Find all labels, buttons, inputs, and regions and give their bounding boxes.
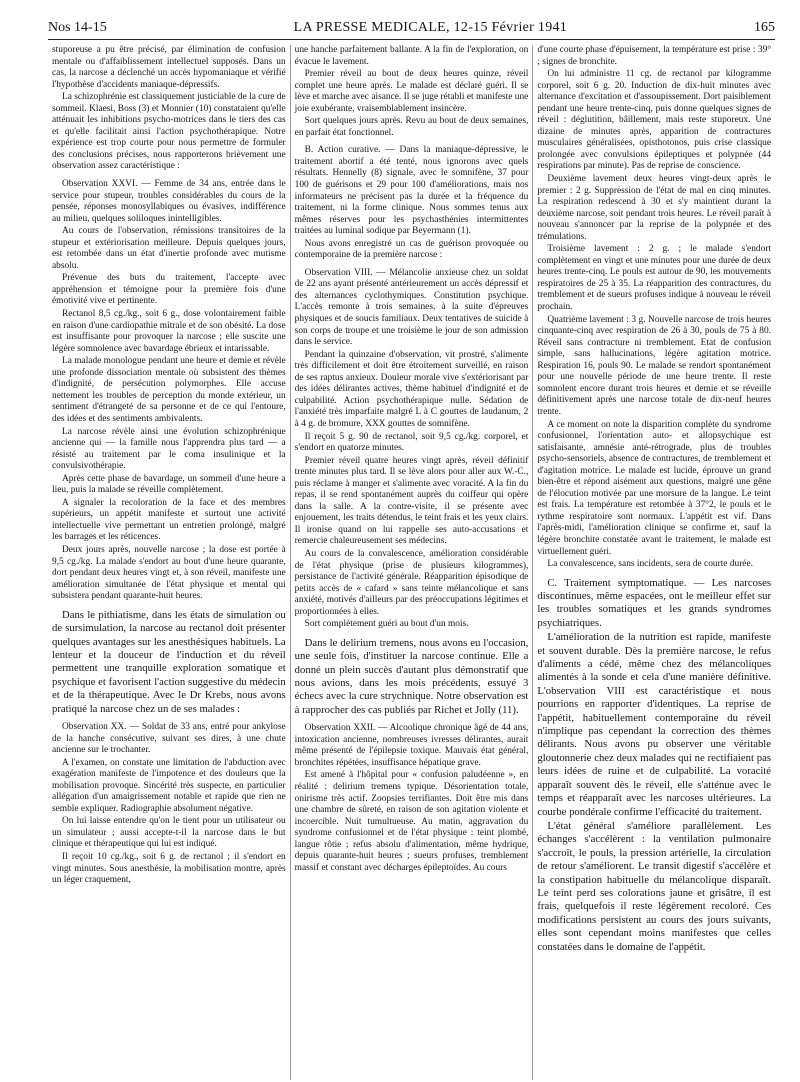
paragraph: Au cours de l'observation, rémissions transitoires de la stupeur et extériorisation meilleure. Depuis quelques jours, est retombée dans un état d'inertie profonde avec mutisme absolu. [52, 226, 286, 271]
paragraph: Est amené à l'hôpital pour « confusion paludéenne », en réalité : delirium tremens typique. Désorientation totale, onirisme très actif. Zoopsies terrifiantes. Doit être mis dans une chambre de sûreté, en raison de son agitation violente et incoercible. Nuit tumultueuse. Au matin, aggravation du syndrome confusionnel et de l'état physique : teint plombé, langue rôtie ; refus absolu d'alimentation, même hydrique, depuis quarante-huit heures ; sueurs profuses, tremblement massif et constant avec décharges épileptoïdes. Au cours [294, 770, 529, 873]
paragraph: Il reçoit 5 g. 90 de rectanol, soit 9,5 cg./kg. corporel, et s'endort en quatorze minutes. [294, 431, 529, 454]
paragraph: Deuxième lavement deux heures vingt-deux après le premier : 2 g. Suppression de l'état de mal en cinq minutes. La respiration redescend à 30 et s'y maintient durant la deuxième narcose, soit pendant trois heures. Le réveil paraît à nouveau s'annoncer par la reprise de la polypnée et des trémulations. [537, 174, 772, 242]
paragraph: Troisième lavement : 2 g. ; le malade s'endort complètement en vingt et une minutes pour une durée de deux heures trente-cinq. Le pouls est autour de 90, les mouvements respiratoires de 25 à 35. La réapparition des contractures, du tremblement et de sueurs profuses indique à nouveau le réveil prochain. [537, 244, 772, 313]
column-3 [532, 45, 775, 1080]
paragraph: La schizophrénie est classiquement justiciable de la cure de sommeil. Klaesi, Boss (3) et Monnier (10) constataient qu'elle atténuait les inhibitions psycho-motrices dans le tiers des cas et qu'elle facilitait ainsi l'action psychothérapique. Notre expérience est trop courte pour nous permettre de formuler des conclusions précises, nous rapporterons brièvement une observation assez caractéristique : [52, 92, 286, 172]
page-number: 165 [754, 20, 775, 35]
paragraph: Observation XX. — Soldat de 33 ans, entré pour ankylose de la hanche consécutive, suivant ses dires, à une chute ancienne sur le trochanter. [52, 721, 286, 756]
paragraph: On lui administre 11 cg. de rectanol par kilogramme corporel, soit 6 g. 20. Induction de dix-huit minutes avec alternance d'excitation et d'assoupissement. Dort paisiblement pendant une heure trente-cinq, puis donne quelques signes de réveil : déglutition, bâillement, mais reste stuporeux. Une dizaine de minutes après, apparition de contractures musculaires généralisées, opisthotonos, puis crise classique prolongée avec convulsions épileptiques et polypnée (44 respirations par minute). Pas de reprise de conscience. [537, 69, 772, 172]
paragraph: stuporeuse a pu être précisé, par élimination de confusion mentale ou d'affaiblissement intellectuel supposés. Dans un cas, la narcose a déclenché un accès hypomaniaque et vérifié l'hypothèse d'accidents maniaque-dépressifs. [52, 45, 286, 90]
paragraph: Dans le pithiatisme, dans les états de simulation ou de sursimulation, la narcose au rectanol doit présenter quelques avantages sur les anesthésiques habituels. La lenteur et la douceur de l'induction et du réveil permettent une tranquille exploration somatique et psychique et favorisent l'action suggestive du médecin et de la thérapeutique. Avec le Dr Krebs, nous avons pratiqué la narcose chez un de ses malades : [52, 608, 286, 715]
paragraph: Deux jours après, nouvelle narcose ; la dose est portée à 9,5 cg./kg. La malade s'endort au bout d'une heure quarante, dort pendant deux heures vingt et, à son réveil, manifeste une amélioration simultanée de l'état physique et mental qui subsistera pendant quarante-huit heures. [52, 544, 286, 602]
paragraph: Observation VIII. — Mélancolie anxieuse chez un soldat de 22 ans ayant présenté antérieurement un accès dépressif et des alternances cyclothymiques. Constitution psychique. L'accès remonte à trois semaines, à la suite d'épreuves physiques et de soucis familiaux. Deux tentatives de suicide à son corps de troupe et une troisième le jour de son admission dans le service. [294, 267, 529, 348]
paragraph: Quatrième lavement : 3 g. Nouvelle narcose de trois heures cinquante-cinq avec respiration de 26 à 30, pouls de 75 à 80. Réveil sans contracture ni tremblement. Etat de confusion simple, sans hallucinations, légère agitation motrice. Respiration 16, pouls 90. Le malade se rendort spontanément pour une nouvelle période de une heure trente. Il reste somnolent encore durant trois heures et demie et se réveille définitivement après une narcose totale de dix-neuf heures trente. [537, 314, 772, 417]
journal-title: LA PRESSE MEDICALE, 12-15 Février 1941 [293, 20, 568, 35]
paragraph: Rectanol 8,5 cg./kg., soit 6 g., dose volontairement faible en raison d'une cardiopathie mitrale et de son obésité. La dose est insuffisante pour provoquer la narcose ; elle suscite une légère somnolence avec bavardage ébrieux et intarissable. [52, 309, 286, 354]
column-1 [48, 45, 290, 1080]
issue-number: Nos 14-15 [48, 20, 107, 35]
paragraph: Il reçoit 10 cg./kg., soit 6 g. de rectanol ; il s'endort en vingt minutes. Sous anesthésie, la mobilisation montre, après un léger craquement, [52, 851, 286, 886]
paragraph: L'amélioration de la nutrition est rapide, manifeste et souvent durable. Dès la première narcose, le refus d'aliments a cédé, même chez des mélancoliques alimentés à la sonde et cela d'une manière définitive. L'observation VIII est caractéristique et nous pourrions en rapporter d'identiques. La reprise de l'appétit, habituellement contemporaine du réveil n'implique pas cependant la correction des thèmes délirants. Nous avons pu observer une véritable gloutonnerie chez deux malades qui ne rectifiaient pas leurs idées de ruine et de culpabilité. La voracité apparaît souvent dès le réveil, elle s'atténue avec le temps et réapparaît avec les narcoses ultérieures. La courbe pondérale confirme l'efficacité du traitement. [537, 631, 772, 818]
paragraph: Pendant la quinzaine d'observation, vit prostré, s'alimente très difficilement et doit être étroitement surveillé, en raison de ses raptus anxieux. Douleur morale vive s'extériorisant par des idées délirantes actives, thème habituel d'indignité et de culpabilité. Action psychothérapique nulle. Sédation de l'anxiété très imparfaite malgré L à C gouttes de laudanum, 2 à 4 g. de bromure, XXX gouttes de somnifène. [294, 349, 529, 429]
paragraph: Après cette phase de bavardage, un sommeil d'une heure a lieu, puis la malade se réveille complètement. [52, 473, 286, 496]
text-columns [48, 45, 775, 1080]
paragraph: Observation XXII. — Alcoolique chronique âgé de 44 ans, intoxication ancienne, nombreuses ivresses délirantes, aurait même présenté de l'épilepsie toxique. Mauvais état général, bronchites répétées, insuffisance hépatique grave. [294, 723, 529, 768]
paragraph: d'une courte phase d'épuisement, la température est prise : 39° ; signes de bronchite. [537, 45, 772, 67]
paragraph: Premier réveil au bout de deux heures quinze, réveil complet une heure après. Le malade est déclaré guéri. Il se lève et marche avec aisance. Il se juge rétabli et manifeste une joie exubérante, vraisemblablement insincère. [294, 69, 529, 114]
paragraph: Dans le delirium tremens, nous avons eu l'occasion, une seule fois, d'instituer la narcose continue. Elle a donné un plein succès d'autant plus démonstratif que nous avions, dans les mois précédents, essuyé 3 échecs avec la cure strychnique. Notre observation est à rapprocher des cas publiés par Richet et Jolly (11). [294, 636, 529, 716]
paragraph: B. Action curative. — Dans la maniaque-dépressive, le traitement abortif a été tenté, nous ignorons avec quels résultats. Hennelly (8) signale, avec le somnifène, 37 pour 100 de guérisons et 29 pour 100 d'améliorations, mais nos informateurs ne précisent pas la durée et la fréquence du traitement, ni la forme clinique. Nous sommes tenus aux mêmes réserves pour les psychasthénies intermittentes traitées au luminal sodique par Beyermann (1). [294, 145, 529, 237]
paragraph: A l'examen, on constate une limitation de l'abduction avec exagération manifeste de l'impotence et des douleurs que la mobilisation provoque. Sincérité très suspecte, en particulier allégation d'un amaigrissement notable et rapide que rien ne semble expliquer. Radiographie absolument négative. [52, 757, 286, 814]
paragraph: Sort quelques jours après. Revu au bout de deux semaines, en parfait état fonctionnel. [294, 116, 529, 138]
column-2 [290, 45, 533, 1080]
paragraph: La malade monologue pendant une heure et demie et révèle une profonde dissociation mentale où subsistent des thèmes d'indignité, de persécution polymorphes. Elle accuse nettement les troubles de perception du monde extérieur, un sentiment d'étrangeté de sa personne et de ce qui l'entoure, des idées et des sentiments ambivalents. [52, 356, 286, 424]
paragraph: A signaler la recoloration de la face et des membres supérieurs, un appétit manifeste et surtout une activité intellectuelle vive permettant un entretien prolongé, malgré les barrages et les réticences. [52, 497, 286, 543]
paragraph: Au cours de la convalescence, amélioration considérable de l'état physique (prise de plusieurs kilogrammes), persistance de l'activité générale. Réapparition épisodique de petits accès de « cafard » sans teinte mélancolique et sans anxiété, motivés d'ailleurs par des préoccupations légitimes et proportionnées à elles. [294, 548, 529, 617]
paragraph: La convalescence, sans incidents, sera de courte durée. [547, 559, 753, 570]
paragraph: Premier réveil quatre heures vingt après, réveil définitif trente minutes plus tard. Il se lève alors pour aller aux W.-C., puis réclame à manger et s'alimente avec voracité. A la fin du repas, il se rend spontanément auprès du coiffeur qui opère dans la salle. A la contre-visite, il se présente avec enjouement, les traits détendus, le teint frais et les yeux clairs. Il ironise quand on lui rappelle ses auto-accusations et remercie chaleureusement ses médecins. [294, 455, 529, 547]
running-header [48, 20, 775, 40]
paragraph: A ce moment on note la disparition complète du syndrome confusionnel, l'orientation auto- et allopsychique est satisfaisante, amnésie anté-rétrograde, plus de troubles psycho-sensoriels, absence de contractures, de tremblement et d'agitation motrice. Le malade est lucide, éprouve un grand bien-être et répond aisément aux questions, malgré une gêne de l'élocution motivée par une morsure de la langue. Le teint est frais. La température est retombée à 37°2, le pouls et le rythme respiratoire sont normaux. L'appétit est vif. Dans l'après-midi, l'amélioration clinique se confirme et, sauf la légère bronchite constatée avant le traitement, le malade est virtuellement guéri. [537, 419, 772, 557]
paragraph: C. Traitement symptomatique. — Les narcoses discontinues, même espacées, ont le meilleur effet sur les troubles somatiques et les grands syndromes psychiatriques. [537, 576, 772, 629]
paragraph: L'état général s'améliore parallèlement. Les échanges s'accélèrent : la ventilation pulmonaire s'accroît, le pouls, la pression artérielle, la circulation de retour s'améliorent. Le transit digestif s'accélère et la constipation habituelle du mélancolique disparaît. Le teint perd ses colorations jaune et grisâtre, il est frais, quelquefois il reste légèrement recoloré. Ces modifications persistent au cours des jours suivants, elles sont cependant moins manifestes que celles constatées dans le domaine de l'appétit. [537, 819, 772, 953]
paragraph: Sort complètement guéri au bout d'un mois. [304, 619, 469, 630]
paragraph: On lui laisse entendre qu'on le tient pour un utilisateur ou un simulateur ; aussi accepte-t-il la narcose dans le but clinique et thérapeutique qui lui est indiqué. [52, 816, 286, 850]
paragraph: une hanche parfaitement ballante. A la fin de l'exploration, on évacue le lavement. [294, 45, 529, 67]
paragraph: Observation XXVI. — Femme de 34 ans, entrée dans le service pour stupeur, troubles considérables du cours de la pensée, réponses monosyllabiques ou évasives, indifférence au milieu, quelques soliloques inintelligibles. [52, 179, 286, 224]
paragraph: Prévenue des buts du traitement, l'accepte avec appréhension et témoigne pour la première fois d'une émotivité vive et pertinente. [52, 273, 286, 307]
paragraph: La narcose révèle ainsi une évolution schizophrénique ancienne qui — la famille nous l'apprendra plus tard — a résisté au traitement par le coma insulinique et la convulsivothérapie. [52, 426, 286, 472]
paragraph: Nous avons enregistré un cas de guérison provoquée ou contemporaine de la première narcose : [294, 238, 529, 261]
